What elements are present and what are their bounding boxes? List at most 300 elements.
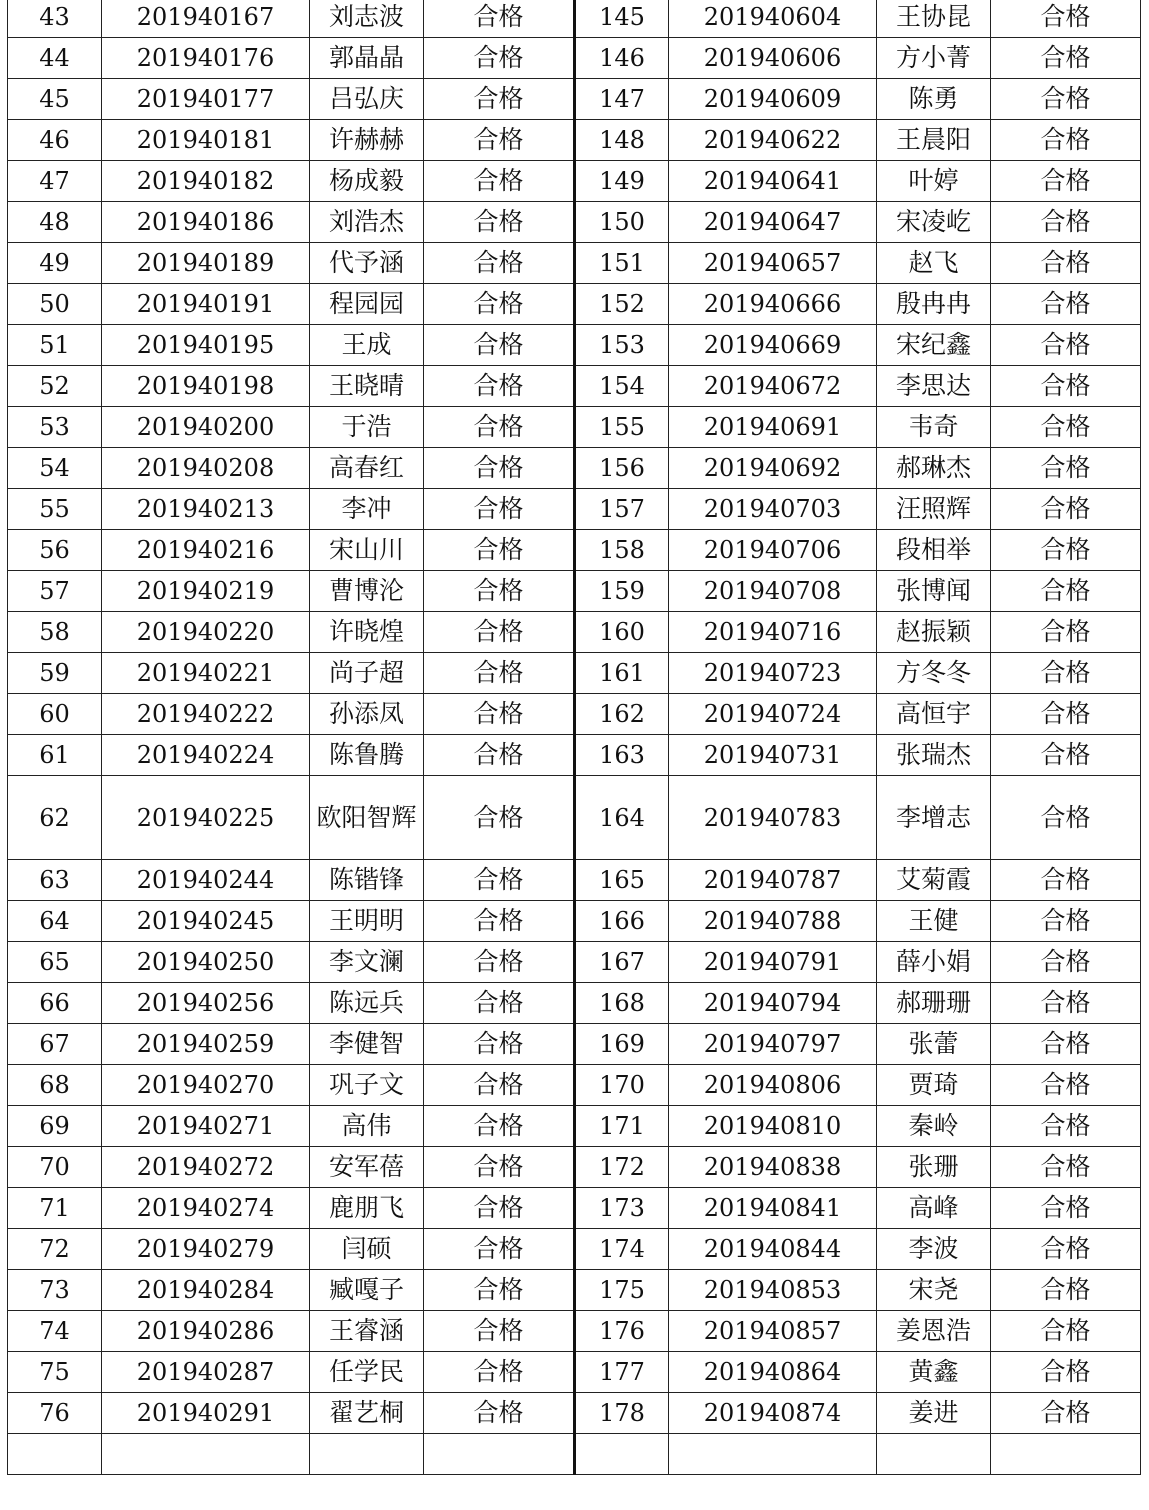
left-seq-cell: 52 [8,366,102,407]
right-status-cell: 合格 [991,161,1141,202]
left-status-cell: 合格 [424,243,575,284]
right-exam-id-cell: 201940874 [669,1393,877,1434]
left-name-cell: 高伟 [310,1106,424,1147]
left-exam-id-cell: 201940220 [102,612,310,653]
right-name-cell: 赵飞 [877,243,991,284]
right-status-cell: 合格 [991,1147,1141,1188]
right-name-cell: 王协昆 [877,0,991,38]
left-name-cell: 陈远兵 [310,983,424,1024]
table-row [8,79,1141,120]
left-seq-cell: 66 [8,983,102,1024]
table-row [8,1188,1141,1229]
left-exam-id-cell: 201940219 [102,571,310,612]
right-seq-cell: 154 [575,366,669,407]
left-status-cell: 合格 [424,161,575,202]
left-seq-cell: 61 [8,735,102,776]
left-exam-id-cell: 201940245 [102,901,310,942]
right-seq-cell: 156 [575,448,669,489]
table-row [8,1147,1141,1188]
left-exam-id-cell: 201940291 [102,1393,310,1434]
left-name-cell: 于浩 [310,407,424,448]
right-status-cell: 合格 [991,653,1141,694]
table-row [8,983,1141,1024]
right-status-cell: 合格 [991,366,1141,407]
right-name-cell: 李思达 [877,366,991,407]
right-status-cell: 合格 [991,1352,1141,1393]
left-status-cell: 合格 [424,1270,575,1311]
left-name-cell: 王成 [310,325,424,366]
left-name-cell: 王晓晴 [310,366,424,407]
left-exam-id-cell: 201940198 [102,366,310,407]
right-name-cell: 宋尧 [877,1270,991,1311]
table-row [8,942,1141,983]
right-name-cell: 殷冉冉 [877,284,991,325]
left-status-cell: 合格 [424,120,575,161]
table-row [8,530,1141,571]
right-exam-id-cell: 201940691 [669,407,877,448]
left-name-cell: 任学民 [310,1352,424,1393]
right-seq-cell: 173 [575,1188,669,1229]
right-status-cell: 合格 [991,448,1141,489]
right-exam-id-cell: 201940797 [669,1024,877,1065]
left-name-cell: 许赫赫 [310,120,424,161]
left-name-cell: 巩子文 [310,1065,424,1106]
left-seq-cell: 76 [8,1393,102,1434]
left-name-cell: 安军蓓 [310,1147,424,1188]
left-name-cell: 曹博沦 [310,571,424,612]
table-row [8,694,1141,735]
right-seq-cell: 162 [575,694,669,735]
right-exam-id-cell: 201940641 [669,161,877,202]
right-exam-id-cell: 201940716 [669,612,877,653]
left-status-cell: 合格 [424,1229,575,1270]
left-exam-id-cell: 201940195 [102,325,310,366]
right-name-cell: 陈勇 [877,79,991,120]
right-name-cell: 贾琦 [877,1065,991,1106]
right-name-cell: 秦岭 [877,1106,991,1147]
left-name-cell: 闫硕 [310,1229,424,1270]
right-seq-cell: 164 [575,776,669,860]
right-name-cell: 汪照辉 [877,489,991,530]
right-exam-id-cell: 201940788 [669,901,877,942]
left-exam-id-cell: 201940274 [102,1188,310,1229]
left-seq-cell: 73 [8,1270,102,1311]
left-exam-id-cell: 201940271 [102,1106,310,1147]
left-status-cell: 合格 [424,1106,575,1147]
table-row [8,202,1141,243]
table-row [8,243,1141,284]
right-seq-cell: 177 [575,1352,669,1393]
right-exam-id-cell: 201940810 [669,1106,877,1147]
right-exam-id-cell: 201940666 [669,284,877,325]
left-status-cell: 合格 [424,202,575,243]
left-exam-id-cell: 201940177 [102,79,310,120]
right-exam-id-cell: 201940857 [669,1311,877,1352]
right-name-cell: 李波 [877,1229,991,1270]
left-name-cell: 王明明 [310,901,424,942]
right-name-cell [877,1434,991,1475]
left-exam-id-cell: 201940189 [102,243,310,284]
right-status-cell: 合格 [991,38,1141,79]
table-row [8,0,1141,38]
left-status-cell: 合格 [424,612,575,653]
table-row [8,489,1141,530]
table-row [8,735,1141,776]
right-exam-id-cell [669,1434,877,1475]
right-exam-id-cell: 201940794 [669,983,877,1024]
left-exam-id-cell: 201940216 [102,530,310,571]
right-status-cell: 合格 [991,1393,1141,1434]
right-seq-cell: 159 [575,571,669,612]
left-exam-id-cell: 201940221 [102,653,310,694]
left-status-cell: 合格 [424,366,575,407]
right-name-cell: 韦奇 [877,407,991,448]
right-status-cell: 合格 [991,1024,1141,1065]
right-status-cell: 合格 [991,1065,1141,1106]
left-seq-cell: 50 [8,284,102,325]
right-name-cell: 方小菁 [877,38,991,79]
right-seq-cell: 148 [575,120,669,161]
left-status-cell: 合格 [424,79,575,120]
left-name-cell: 鹿朋飞 [310,1188,424,1229]
right-exam-id-cell: 201940703 [669,489,877,530]
left-seq-cell: 71 [8,1188,102,1229]
right-seq-cell: 150 [575,202,669,243]
right-seq-cell: 158 [575,530,669,571]
left-exam-id-cell: 201940244 [102,860,310,901]
table-row [8,161,1141,202]
left-exam-id-cell: 201940279 [102,1229,310,1270]
right-name-cell: 张蕾 [877,1024,991,1065]
right-status-cell: 合格 [991,0,1141,38]
left-name-cell: 欧阳智辉 [310,776,424,860]
left-status-cell: 合格 [424,0,575,38]
right-seq-cell: 172 [575,1147,669,1188]
left-status-cell: 合格 [424,571,575,612]
table-row [8,901,1141,942]
left-name-cell: 刘志波 [310,0,424,38]
right-status-cell: 合格 [991,202,1141,243]
left-name-cell: 杨成毅 [310,161,424,202]
left-exam-id-cell: 201940272 [102,1147,310,1188]
left-seq-cell: 47 [8,161,102,202]
right-status-cell: 合格 [991,325,1141,366]
left-seq-cell: 60 [8,694,102,735]
left-seq-cell: 44 [8,38,102,79]
table-row-empty [8,1434,1141,1475]
left-exam-id-cell: 201940225 [102,776,310,860]
left-name-cell: 李健智 [310,1024,424,1065]
right-exam-id-cell: 201940604 [669,0,877,38]
right-seq-cell: 149 [575,161,669,202]
right-seq-cell: 155 [575,407,669,448]
right-seq-cell: 161 [575,653,669,694]
left-seq-cell: 64 [8,901,102,942]
left-name-cell: 陈鲁腾 [310,735,424,776]
right-name-cell: 王健 [877,901,991,942]
left-name-cell: 尚子超 [310,653,424,694]
left-status-cell: 合格 [424,489,575,530]
right-name-cell: 姜进 [877,1393,991,1434]
right-status-cell: 合格 [991,901,1141,942]
right-status-cell: 合格 [991,694,1141,735]
right-exam-id-cell: 201940724 [669,694,877,735]
right-name-cell: 姜恩浩 [877,1311,991,1352]
left-seq-cell: 63 [8,860,102,901]
right-name-cell: 薛小娟 [877,942,991,983]
left-name-cell: 臧嘎子 [310,1270,424,1311]
left-seq-cell: 59 [8,653,102,694]
right-name-cell: 赵振颖 [877,612,991,653]
results-table [7,0,1141,1475]
right-seq-cell: 175 [575,1270,669,1311]
left-exam-id-cell: 201940284 [102,1270,310,1311]
left-name-cell: 高春红 [310,448,424,489]
right-name-cell: 李增志 [877,776,991,860]
right-exam-id-cell: 201940606 [669,38,877,79]
left-status-cell: 合格 [424,448,575,489]
right-exam-id-cell: 201940731 [669,735,877,776]
right-status-cell: 合格 [991,284,1141,325]
right-status-cell: 合格 [991,1270,1141,1311]
left-name-cell: 代予涵 [310,243,424,284]
left-seq-cell: 55 [8,489,102,530]
table-row [8,860,1141,901]
left-name-cell: 王睿涵 [310,1311,424,1352]
right-seq-cell: 168 [575,983,669,1024]
left-exam-id-cell: 201940167 [102,0,310,38]
table-row [8,366,1141,407]
table-row [8,120,1141,161]
table-row [8,1024,1141,1065]
left-exam-id-cell: 201940200 [102,407,310,448]
right-name-cell: 艾菊霞 [877,860,991,901]
right-status-cell: 合格 [991,983,1141,1024]
left-name-cell: 宋山川 [310,530,424,571]
left-status-cell: 合格 [424,407,575,448]
left-seq-cell: 62 [8,776,102,860]
left-exam-id-cell: 201940222 [102,694,310,735]
right-exam-id-cell: 201940783 [669,776,877,860]
table-row [8,1311,1141,1352]
table-row [8,448,1141,489]
left-exam-id-cell: 201940250 [102,942,310,983]
left-name-cell: 李文澜 [310,942,424,983]
left-exam-id-cell: 201940256 [102,983,310,1024]
left-exam-id-cell: 201940191 [102,284,310,325]
left-status-cell: 合格 [424,1352,575,1393]
left-status-cell: 合格 [424,735,575,776]
left-name-cell: 许晓煌 [310,612,424,653]
right-seq-cell: 145 [575,0,669,38]
left-exam-id-cell: 201940286 [102,1311,310,1352]
right-exam-id-cell: 201940838 [669,1147,877,1188]
left-status-cell: 合格 [424,325,575,366]
right-seq-cell: 157 [575,489,669,530]
left-name-cell: 李冲 [310,489,424,530]
left-exam-id-cell: 201940224 [102,735,310,776]
left-seq-cell: 69 [8,1106,102,1147]
left-exam-id-cell: 201940259 [102,1024,310,1065]
right-exam-id-cell: 201940647 [669,202,877,243]
left-name-cell: 程园园 [310,284,424,325]
left-seq-cell: 46 [8,120,102,161]
right-exam-id-cell: 201940844 [669,1229,877,1270]
right-seq-cell: 176 [575,1311,669,1352]
right-name-cell: 高峰 [877,1188,991,1229]
table-row [8,284,1141,325]
left-exam-id-cell [102,1434,310,1475]
right-status-cell: 合格 [991,243,1141,284]
left-exam-id-cell: 201940208 [102,448,310,489]
right-status-cell: 合格 [991,571,1141,612]
left-seq-cell: 43 [8,0,102,38]
right-name-cell: 张珊 [877,1147,991,1188]
right-status-cell: 合格 [991,612,1141,653]
right-exam-id-cell: 201940708 [669,571,877,612]
table-row [8,571,1141,612]
left-status-cell: 合格 [424,1147,575,1188]
left-status-cell: 合格 [424,694,575,735]
left-seq-cell: 65 [8,942,102,983]
left-status-cell: 合格 [424,1024,575,1065]
right-seq-cell: 160 [575,612,669,653]
right-seq-cell: 153 [575,325,669,366]
right-name-cell: 宋凌屹 [877,202,991,243]
right-exam-id-cell: 201940841 [669,1188,877,1229]
right-status-cell: 合格 [991,489,1141,530]
right-seq-cell: 151 [575,243,669,284]
left-seq-cell: 74 [8,1311,102,1352]
right-name-cell: 张博闻 [877,571,991,612]
left-status-cell: 合格 [424,1393,575,1434]
left-seq-cell: 54 [8,448,102,489]
right-seq-cell: 147 [575,79,669,120]
left-seq-cell: 57 [8,571,102,612]
right-name-cell: 方冬冬 [877,653,991,694]
right-status-cell: 合格 [991,120,1141,161]
table-row [8,1393,1141,1434]
left-status-cell: 合格 [424,1188,575,1229]
right-status-cell: 合格 [991,735,1141,776]
left-name-cell: 陈锴锋 [310,860,424,901]
right-status-cell: 合格 [991,79,1141,120]
left-status-cell: 合格 [424,776,575,860]
right-seq-cell: 146 [575,38,669,79]
right-exam-id-cell: 201940723 [669,653,877,694]
left-exam-id-cell: 201940270 [102,1065,310,1106]
table-row [8,1270,1141,1311]
table-row [8,776,1141,860]
right-status-cell: 合格 [991,776,1141,860]
right-name-cell: 王晨阳 [877,120,991,161]
right-status-cell: 合格 [991,860,1141,901]
table-row [8,38,1141,79]
left-status-cell: 合格 [424,530,575,571]
left-seq-cell: 75 [8,1352,102,1393]
left-name-cell [310,1434,424,1475]
right-status-cell: 合格 [991,1229,1141,1270]
left-name-cell: 翟艺桐 [310,1393,424,1434]
left-name-cell: 郭晶晶 [310,38,424,79]
table-row [8,1229,1141,1270]
right-exam-id-cell: 201940787 [669,860,877,901]
left-seq-cell: 70 [8,1147,102,1188]
left-exam-id-cell: 201940186 [102,202,310,243]
left-status-cell: 合格 [424,284,575,325]
left-name-cell: 吕弘庆 [310,79,424,120]
right-name-cell: 郝珊珊 [877,983,991,1024]
right-seq-cell: 169 [575,1024,669,1065]
left-status-cell: 合格 [424,942,575,983]
left-status-cell: 合格 [424,860,575,901]
left-status-cell: 合格 [424,38,575,79]
left-seq-cell [8,1434,102,1475]
table-row [8,1106,1141,1147]
table-row [8,325,1141,366]
right-exam-id-cell: 201940864 [669,1352,877,1393]
left-seq-cell: 45 [8,79,102,120]
right-seq-cell: 167 [575,942,669,983]
left-name-cell: 刘浩杰 [310,202,424,243]
right-seq-cell: 163 [575,735,669,776]
left-status-cell: 合格 [424,983,575,1024]
left-seq-cell: 58 [8,612,102,653]
table-row [8,407,1141,448]
right-seq-cell: 170 [575,1065,669,1106]
right-seq-cell: 165 [575,860,669,901]
right-status-cell: 合格 [991,1106,1141,1147]
left-exam-id-cell: 201940176 [102,38,310,79]
right-exam-id-cell: 201940609 [669,79,877,120]
left-exam-id-cell: 201940213 [102,489,310,530]
right-seq-cell: 152 [575,284,669,325]
left-status-cell [424,1434,575,1475]
left-name-cell: 孙添凤 [310,694,424,735]
table-row [8,1352,1141,1393]
right-seq-cell: 166 [575,901,669,942]
right-seq-cell: 171 [575,1106,669,1147]
right-status-cell [991,1434,1141,1475]
left-status-cell: 合格 [424,1311,575,1352]
left-seq-cell: 67 [8,1024,102,1065]
right-exam-id-cell: 201940706 [669,530,877,571]
right-seq-cell: 174 [575,1229,669,1270]
left-seq-cell: 53 [8,407,102,448]
left-status-cell: 合格 [424,901,575,942]
right-exam-id-cell: 201940657 [669,243,877,284]
results-table-body [8,0,1141,1475]
table-row [8,653,1141,694]
right-seq-cell [575,1434,669,1475]
left-exam-id-cell: 201940181 [102,120,310,161]
left-seq-cell: 56 [8,530,102,571]
right-status-cell: 合格 [991,407,1141,448]
right-name-cell: 叶婷 [877,161,991,202]
left-status-cell: 合格 [424,1065,575,1106]
left-seq-cell: 49 [8,243,102,284]
left-exam-id-cell: 201940182 [102,161,310,202]
right-exam-id-cell: 201940669 [669,325,877,366]
right-status-cell: 合格 [991,530,1141,571]
right-exam-id-cell: 201940853 [669,1270,877,1311]
left-exam-id-cell: 201940287 [102,1352,310,1393]
left-seq-cell: 68 [8,1065,102,1106]
right-name-cell: 高恒宇 [877,694,991,735]
right-name-cell: 张瑞杰 [877,735,991,776]
right-exam-id-cell: 201940692 [669,448,877,489]
right-exam-id-cell: 201940622 [669,120,877,161]
